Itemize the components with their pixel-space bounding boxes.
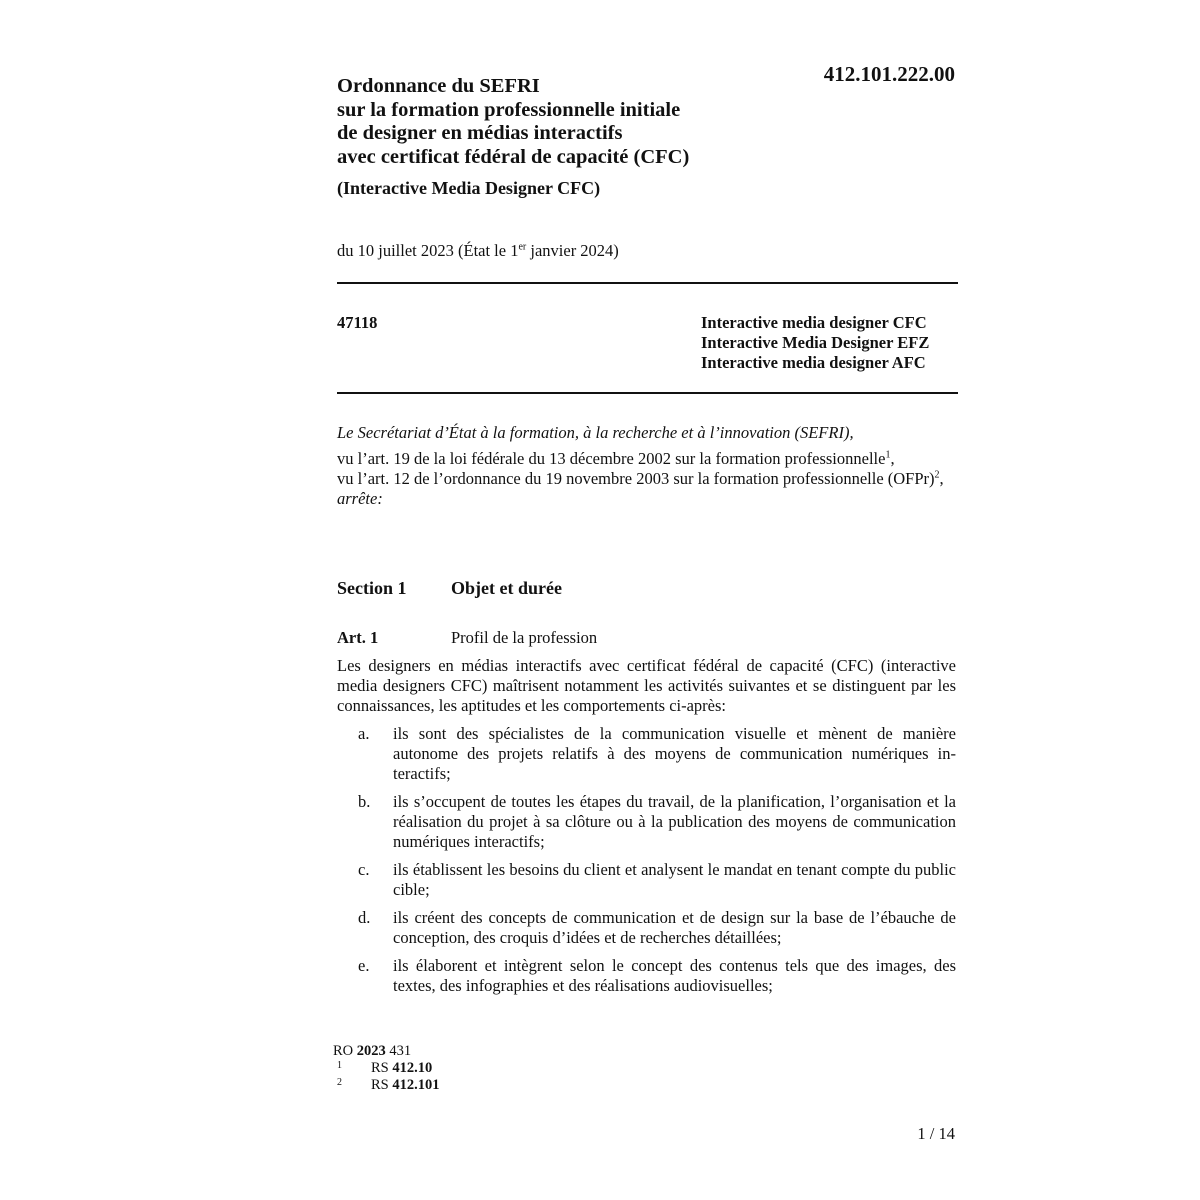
document-subtitle: (Interactive Media Designer CFC) bbox=[337, 178, 601, 198]
preamble bbox=[337, 423, 958, 509]
legal-basis-1 bbox=[337, 449, 958, 469]
footnote-ref-1[interactable]: 1 bbox=[885, 449, 891, 461]
ro-reference bbox=[333, 1043, 440, 1060]
decree: arrête: bbox=[337, 489, 383, 508]
article-body bbox=[337, 656, 956, 1004]
list-item-text: ils établissent les besoins du client et analysent le mandat en tenant compte du public cible; bbox=[393, 860, 956, 899]
footer-notes bbox=[333, 1043, 440, 1094]
date-prefix: du 10 juillet 2023 (État le 1 bbox=[337, 241, 519, 260]
ro-prefix: RO bbox=[333, 1043, 357, 1059]
footnote-ref-link[interactable]: 412.10 bbox=[392, 1060, 433, 1076]
date-ordinal: er bbox=[518, 241, 527, 253]
legal-basis-1-end: , bbox=[890, 449, 895, 468]
profession-name-de: Interactive Media Designer EFZ bbox=[701, 333, 930, 352]
list-item bbox=[337, 860, 956, 900]
legal-basis-1-text: vu l’art. 19 de la loi fédérale du 13 décembre 2002 sur la formation professionnelle bbox=[337, 449, 886, 468]
list-item-text: ils sont des spécialistes de la communication visuelle et mènent de manière autonome des projets relatifs à des moyens de communication numériques interactifs; bbox=[393, 724, 956, 783]
authority: Le Secrétariat d’État à la formation, à la recherche et à l’innovation (SEFRI), bbox=[337, 423, 854, 442]
bottom-divider bbox=[337, 392, 958, 394]
section-title: Objet et durée bbox=[451, 578, 562, 598]
list-item bbox=[337, 724, 956, 784]
footnote-number: 2 bbox=[337, 1077, 342, 1088]
footnote-1 bbox=[333, 1060, 440, 1077]
ro-year: 2023 bbox=[356, 1043, 386, 1059]
section-number: Section 1 bbox=[337, 578, 407, 598]
list-item-label: e. bbox=[358, 956, 370, 975]
section-heading bbox=[337, 578, 562, 599]
footnote-prefix: RS bbox=[371, 1060, 393, 1076]
list-item-text: ils créent des concepts de communication et de design sur la base de l’ébauche de conception, des croquis d’idées et de recherches détaillées; bbox=[393, 908, 956, 947]
title-line: avec certificat fédéral de capacité (CFC) bbox=[337, 145, 690, 168]
list-item-label: c. bbox=[358, 860, 370, 879]
document-title bbox=[337, 75, 777, 169]
article-heading bbox=[337, 628, 598, 648]
profession-name-it: Interactive media designer AFC bbox=[701, 353, 926, 372]
footnote-number: 1 bbox=[337, 1060, 342, 1071]
page-number: 1 / 14 bbox=[917, 1124, 955, 1143]
date-suffix: janvier 2024) bbox=[526, 241, 619, 260]
list-item-text: ils élaborent et intègrent selon le concept des contenus tels que des images, des textes, des infographies et des réalisations audiovisuelles; bbox=[393, 956, 956, 995]
title-line: Ordonnance du SEFRI bbox=[337, 75, 540, 97]
list-item bbox=[337, 908, 956, 948]
list-item bbox=[337, 956, 956, 996]
footnote-ref-link[interactable]: 412.101 bbox=[392, 1077, 440, 1093]
footnote-ref-2[interactable]: 2 bbox=[934, 469, 940, 481]
legal-basis-2 bbox=[337, 469, 958, 489]
list-item bbox=[337, 792, 956, 852]
list-item-text: ils s’occupent de toutes les étapes du travail, de la planification, l’organisation et la réalisation du projet à sa clôture ou à la publication des moyens de communication numériques interactifs; bbox=[393, 792, 956, 851]
legal-basis-2-text: vu l’art. 12 de l’ordonnance du 19 novembre 2003 sur la formation professionnelle (OFPr) bbox=[337, 469, 935, 488]
profession-names bbox=[701, 313, 929, 373]
article-number: Art. 1 bbox=[337, 628, 379, 647]
title-line: sur la formation professionnelle initiale bbox=[337, 98, 681, 121]
top-divider bbox=[337, 282, 958, 284]
footnote-prefix: RS bbox=[371, 1077, 393, 1093]
article-intro: Les designers en médias interactifs avec certificat fédéral de capacité (CFC) (interactive media designers CFC) maîtrisent notamment les activités suivantes et se distinguent par les connaissances, les aptitudes et les comportements ci-après: bbox=[337, 656, 956, 715]
footnote-2 bbox=[333, 1077, 440, 1094]
legal-basis-2-end: , bbox=[939, 469, 944, 488]
article-title: Profil de la profession bbox=[451, 628, 598, 647]
ro-page: 431 bbox=[385, 1043, 412, 1059]
activity-list bbox=[337, 724, 956, 996]
profession-code: 47118 bbox=[337, 313, 378, 332]
sr-number: 412.101.222.00 bbox=[823, 62, 955, 86]
list-item-label: b. bbox=[358, 792, 371, 811]
document-date bbox=[337, 241, 619, 261]
profession-name-fr: Interactive media designer CFC bbox=[701, 313, 927, 332]
list-item-label: d. bbox=[358, 908, 371, 927]
list-item-label: a. bbox=[358, 724, 370, 743]
title-line: de designer en médias interactifs bbox=[337, 122, 623, 144]
